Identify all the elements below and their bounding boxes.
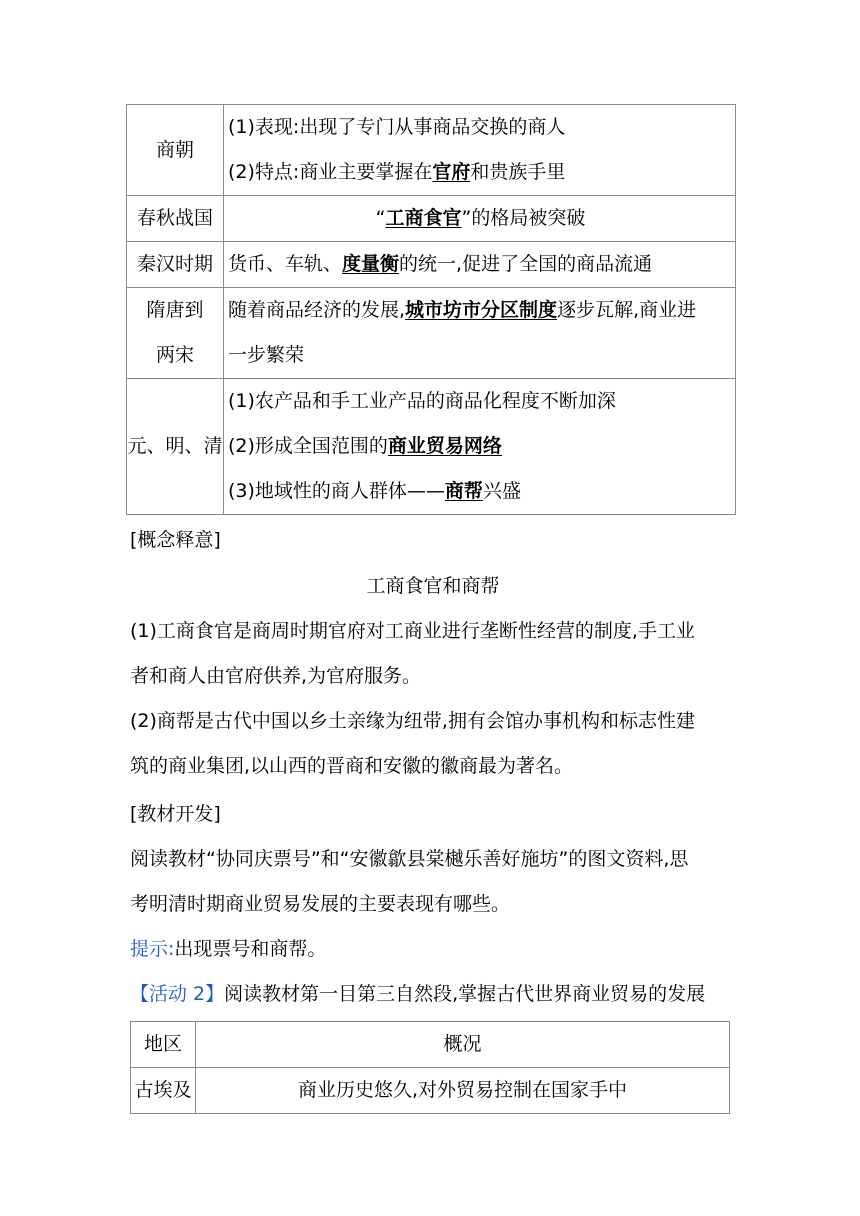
description-text: (2)形成全国范围的 [228, 435, 388, 457]
hint-label: 提示: [130, 938, 175, 960]
table-row [131, 1068, 730, 1114]
era-cell [127, 196, 224, 242]
textbook-question-line-2: 考明清时期商业贸易发展的主要表现有哪些。 [130, 893, 511, 915]
era-label: 元、明、清 [127, 435, 223, 457]
concept-paragraph-2-line-2: 筑的商业集团,以山西的晋商和安徽的徽商最为著名。 [130, 755, 574, 777]
description-cell [224, 196, 736, 242]
description-line [228, 196, 733, 241]
table-row [127, 105, 736, 196]
description-text: (3)地域性的商人群体—— [228, 480, 445, 502]
description-cell [224, 105, 736, 196]
concept-title: 工商食官和商帮 [366, 575, 500, 597]
concept-paragraph-1-line-1: (1)工商食官是商周时期官府对工商业进行垄断性经营的制度,手工业 [130, 620, 695, 642]
textbook-section [130, 791, 736, 1017]
era-label: 秦汉时期 [136, 253, 213, 275]
table-row [127, 196, 736, 242]
description-cell [224, 288, 736, 379]
textbook-question-line-1: 阅读教材“协同庆票号”和“安徽歙县棠樾乐善好施坊”的图文资料,思 [130, 848, 689, 870]
table-row [127, 242, 736, 288]
hint-text: 出现票号和商帮。 [174, 938, 327, 960]
description-line [228, 379, 733, 424]
description-line [228, 424, 733, 469]
description-cell [224, 242, 736, 288]
era-cell [127, 379, 224, 515]
era-label: 两宋 [155, 344, 194, 366]
description-text: (2)特点:商业主要掌握在 [228, 161, 433, 183]
description-text: 逐步瓦解,商业进 [557, 299, 697, 321]
textbook-tag: [教材开发] [130, 803, 221, 825]
era-cell [127, 288, 224, 379]
era-label: 春秋战国 [136, 207, 213, 229]
description-cell [224, 379, 736, 515]
concept-tag: [概念释意] [130, 529, 221, 551]
description-text: 一步繁荣 [228, 344, 305, 366]
key-term: 工商食官 [385, 207, 462, 229]
description-text: 兴盛 [482, 480, 521, 502]
region-table-header-row [131, 1022, 730, 1068]
concept-paragraph-2-line-1: (2)商帮是古代中国以乡土亲缘为纽带,拥有会馆办事机构和标志性建 [130, 710, 695, 732]
key-term: 城市坊市分区制度 [405, 299, 558, 321]
hint-line [130, 927, 736, 972]
era-cell [127, 242, 224, 288]
key-term: 商业贸易网络 [387, 435, 502, 457]
description-text: 随着商品经济的发展, [228, 299, 406, 321]
page-content [126, 104, 736, 1114]
concept-section [130, 517, 736, 789]
world-commerce-table [130, 1021, 730, 1114]
description-text: (1)农产品和手工业产品的商品化程度不断加深 [228, 390, 616, 412]
description-text: ”的格局被突破 [461, 207, 586, 229]
era-label: 商朝 [155, 138, 194, 161]
activity-line [130, 972, 736, 1017]
activity-text: 阅读教材第一目第三自然段,掌握古代世界商业贸易的发展 [224, 983, 706, 1005]
table-row [127, 379, 736, 515]
region-header-overview: 概况 [196, 1022, 730, 1068]
description-line [228, 105, 733, 150]
table-row [127, 288, 736, 379]
concept-paragraph-1-line-2: 者和商人由官府供养,为官府服务。 [130, 665, 422, 687]
description-text: 的统一,促进了全国的商品流通 [399, 253, 653, 275]
activity-label: 【活动 2】 [130, 983, 225, 1005]
description-line [228, 469, 733, 514]
key-term: 度量衡 [342, 253, 400, 275]
description-text: 货币、车轨、 [228, 253, 343, 275]
description-text: “ [375, 207, 386, 229]
description-line [228, 333, 733, 378]
history-commerce-table [126, 104, 736, 515]
era-label: 隋唐到 [146, 299, 204, 321]
era-cell [127, 105, 224, 196]
region-cell-area: 古埃及 [131, 1068, 196, 1114]
description-line [228, 242, 733, 287]
key-term: 商帮 [444, 480, 483, 502]
region-header-area: 地区 [131, 1022, 196, 1068]
description-text: (1)表现:出现了专门从事商品交换的商人 [228, 116, 566, 138]
region-cell-overview: 商业历史悠久,对外贸易控制在国家手中 [196, 1068, 730, 1114]
description-line [228, 288, 733, 333]
description-line [228, 150, 733, 195]
description-text: 和贵族手里 [470, 161, 566, 183]
key-term: 官府 [432, 161, 471, 183]
